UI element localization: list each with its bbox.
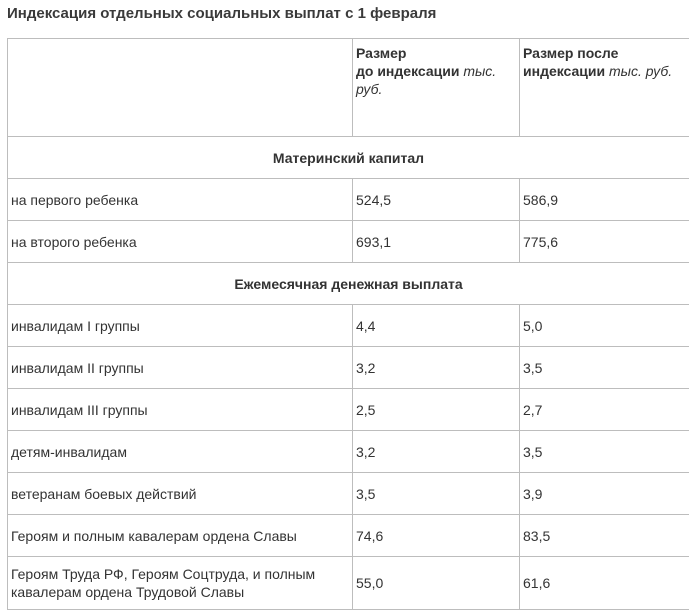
row-label: Героям Труда РФ, Героям Соцтруда, и полным кавалерам ордена Трудовой Славы <box>8 557 353 610</box>
header-empty-cell <box>8 39 353 137</box>
header-before <box>353 39 520 137</box>
row-after: 83,5 <box>520 515 689 557</box>
header-before-unit: тыс. руб. <box>356 63 496 97</box>
header-after-unit: тыс. руб. <box>609 63 672 79</box>
table-header-row <box>8 39 689 137</box>
row-label: Героям и полным кавалерам ордена Славы <box>8 515 353 557</box>
section-title: Материнский капитал <box>8 137 689 179</box>
row-before: 4,4 <box>353 305 520 347</box>
row-label: инвалидам I группы <box>8 305 353 347</box>
row-before: 524,5 <box>353 179 520 221</box>
header-before-line1: Размер <box>356 45 406 61</box>
row-after: 61,6 <box>520 557 689 610</box>
table-row <box>8 515 689 557</box>
table-row <box>8 389 689 431</box>
table-row <box>8 221 689 263</box>
row-before: 2,5 <box>353 389 520 431</box>
table-row <box>8 347 689 389</box>
row-before: 3,2 <box>353 431 520 473</box>
row-label: ветеранам боевых действий <box>8 473 353 515</box>
table-row <box>8 473 689 515</box>
row-before: 693,1 <box>353 221 520 263</box>
header-after-line2: индексации <box>523 63 605 79</box>
row-after: 3,5 <box>520 347 689 389</box>
header-before-line2: до индексации <box>356 63 459 79</box>
header-after <box>520 39 689 137</box>
row-before: 55,0 <box>353 557 520 610</box>
header-after-line1: Размер после <box>523 45 618 61</box>
table-row <box>8 557 689 610</box>
row-after: 2,7 <box>520 389 689 431</box>
table-row <box>8 179 689 221</box>
section-row <box>8 263 689 305</box>
row-before: 3,2 <box>353 347 520 389</box>
row-label: детям-инвалидам <box>8 431 353 473</box>
row-after: 775,6 <box>520 221 689 263</box>
section-title: Ежемесячная денежная выплата <box>8 263 689 305</box>
row-before: 74,6 <box>353 515 520 557</box>
table-row <box>8 305 689 347</box>
row-after: 3,5 <box>520 431 689 473</box>
row-label: инвалидам II группы <box>8 347 353 389</box>
row-after: 3,9 <box>520 473 689 515</box>
table-row <box>8 431 689 473</box>
row-after: 5,0 <box>520 305 689 347</box>
row-label: на первого ребенка <box>8 179 353 221</box>
indexation-table <box>7 38 689 610</box>
row-label: инвалидам III группы <box>8 389 353 431</box>
section-row <box>8 137 689 179</box>
page-title: Индексация отдельных социальных выплат с 1 февраля <box>7 5 436 22</box>
row-after: 586,9 <box>520 179 689 221</box>
row-before: 3,5 <box>353 473 520 515</box>
row-label: на второго ребенка <box>8 221 353 263</box>
